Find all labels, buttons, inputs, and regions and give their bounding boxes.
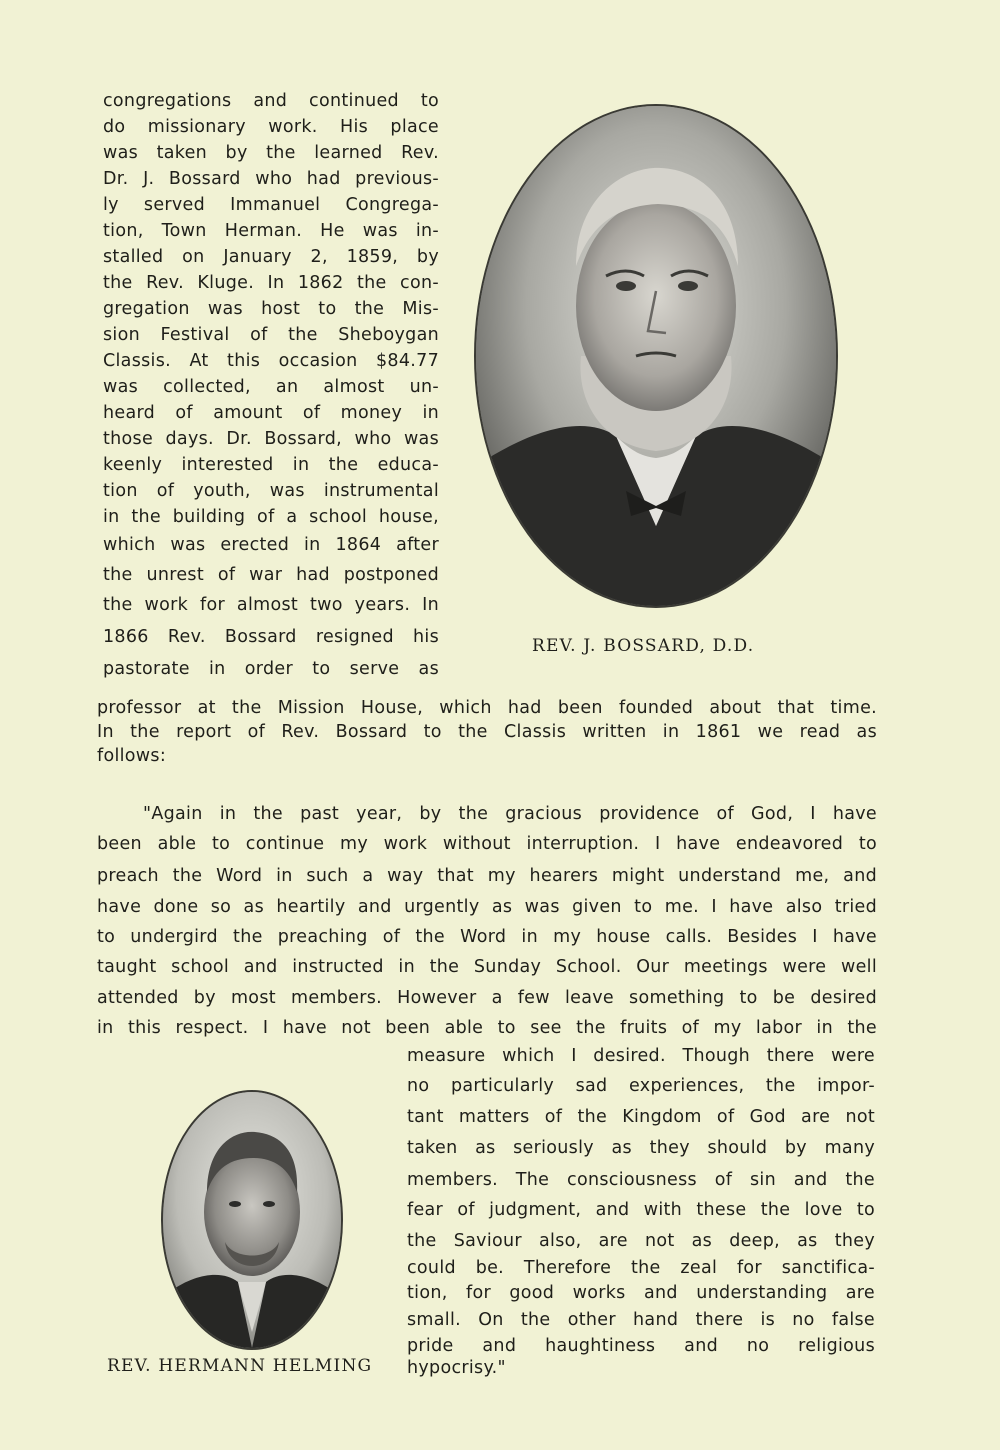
text-line: do missionary work. His place bbox=[103, 117, 439, 137]
text-line: in this respect. I have not been able to see the fruits of my labor in the bbox=[97, 1018, 877, 1038]
text-line: 1866 Rev. Bossard resigned his bbox=[103, 627, 439, 647]
text-line: members. The consciousness of sin and the bbox=[407, 1170, 875, 1190]
text-line: sion Festival of the Sheboygan bbox=[103, 325, 439, 345]
text-line: the unrest of war had postponed bbox=[103, 565, 439, 585]
text-line: professor at the Mission House, which had been founded about that time. bbox=[97, 698, 877, 718]
text-line: which was erected in 1864 after bbox=[103, 535, 439, 555]
text-line: to undergird the preaching of the Word in my house calls. Besides I have bbox=[97, 927, 877, 947]
bossard-caption: REV. J. BOSSARD, D.D. bbox=[532, 636, 755, 656]
text-line: taken as seriously as they should by many bbox=[407, 1138, 875, 1158]
text-line: attended by most members. However a few leave something to be desired bbox=[97, 988, 877, 1008]
text-line: "Again in the past year, by the gracious providence of God, I have bbox=[143, 804, 877, 824]
text-line: no particularly sad experiences, the impor- bbox=[407, 1076, 875, 1096]
text-line: stalled on January 2, 1859, by bbox=[103, 247, 439, 267]
text-line: pride and haughtiness and no religious bbox=[407, 1336, 875, 1356]
text-line: the work for almost two years. In bbox=[103, 595, 439, 615]
bossard-portrait-image bbox=[476, 106, 836, 606]
text-line: tion of youth, was instrumental bbox=[103, 481, 439, 501]
text-line: pastorate in order to serve as bbox=[103, 659, 439, 679]
text-line: tion, Town Herman. He was in- bbox=[103, 221, 439, 241]
text-line: tant matters of the Kingdom of God are not bbox=[407, 1107, 875, 1127]
text-line: tion, for good works and understanding are bbox=[407, 1283, 875, 1303]
text-line: keenly interested in the educa- bbox=[103, 455, 439, 475]
text-line: taught school and instructed in the Sunday School. Our meetings were well bbox=[97, 957, 877, 977]
helming-caption: REV. HERMANN HELMING bbox=[107, 1356, 373, 1376]
text-line: been able to continue my work without interruption. I have endeavored to bbox=[97, 834, 877, 854]
text-line: preach the Word in such a way that my hearers might understand me, and bbox=[97, 866, 877, 886]
text-line: hypocrisy." bbox=[407, 1358, 506, 1378]
text-line: could be. Therefore the zeal for sanctifica- bbox=[407, 1258, 875, 1278]
text-line: follows: bbox=[97, 746, 167, 766]
text-line: the Rev. Kluge. In 1862 the con- bbox=[103, 273, 439, 293]
text-line: congregations and continued to bbox=[103, 91, 439, 111]
text-line: was taken by the learned Rev. bbox=[103, 143, 439, 163]
text-line: small. On the other hand there is no false bbox=[407, 1310, 875, 1330]
text-line: measure which I desired. Though there were bbox=[407, 1046, 875, 1066]
text-line: ly served Immanuel Congrega- bbox=[103, 195, 439, 215]
text-line: Classis. At this occasion $84.77 bbox=[103, 351, 439, 371]
helming-portrait-image bbox=[163, 1092, 341, 1348]
text-line: have done so as heartily and urgently as was given to me. I have also tried bbox=[97, 897, 877, 917]
text-line: Dr. J. Bossard who had previous- bbox=[103, 169, 439, 189]
helming-portrait bbox=[161, 1090, 343, 1350]
text-line: in the building of a school house, bbox=[103, 507, 439, 527]
text-line: was collected, an almost un- bbox=[103, 377, 439, 397]
text-line: the Saviour also, are not as deep, as they bbox=[407, 1231, 875, 1251]
text-line: gregation was host to the Mis- bbox=[103, 299, 439, 319]
text-line: In the report of Rev. Bossard to the Classis written in 1861 we read as bbox=[97, 722, 877, 742]
text-line: those days. Dr. Bossard, who was bbox=[103, 429, 439, 449]
text-line: heard of amount of money in bbox=[103, 403, 439, 423]
text-line: fear of judgment, and with these the love to bbox=[407, 1200, 875, 1220]
bossard-portrait bbox=[474, 104, 838, 608]
